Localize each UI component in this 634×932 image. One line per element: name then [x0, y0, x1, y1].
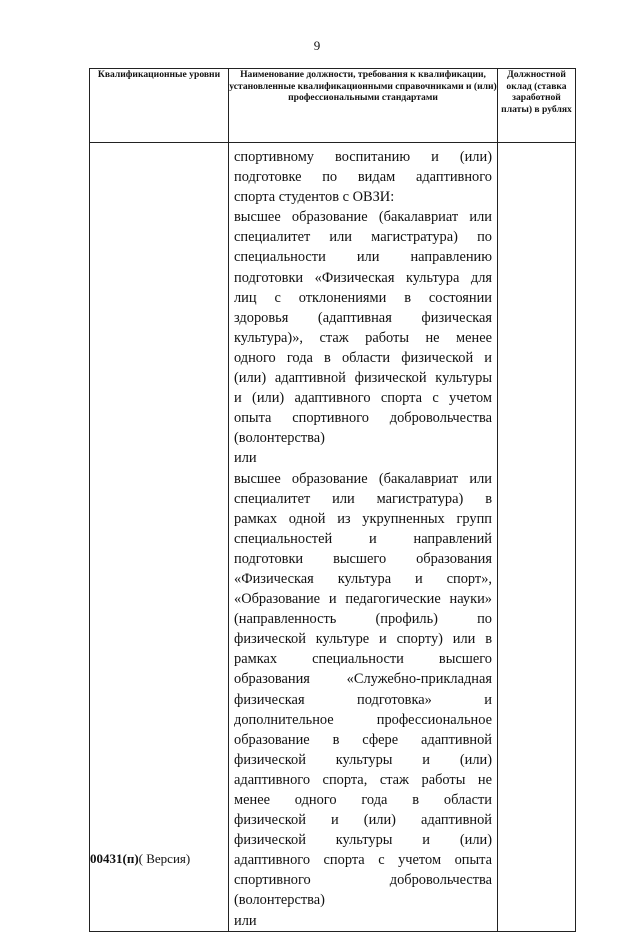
requirement-line: специальностей и направлений — [234, 530, 492, 547]
requirement-line: физической и (или) адаптивной — [234, 812, 492, 829]
requirement-line: специалитет или магистратура) в — [234, 490, 492, 507]
requirement-line: физической культуры и (или) — [234, 832, 492, 849]
requirement-line: образования «Служебно-прикладная — [234, 671, 492, 688]
requirement-line: подготовке по видам адаптивного — [234, 169, 492, 186]
header-salary: Должностной оклад (ставка заработной платы) в рублях — [498, 69, 576, 143]
requirement-line: спорта студентов с ОВЗИ: — [234, 189, 395, 206]
requirements-text — [229, 143, 497, 931]
requirement-line: адаптивного спорта с учетом опыта — [234, 852, 492, 869]
requirement-line: специалитет или магистратура) по — [234, 229, 492, 246]
requirement-line: «Физическая культура и спорт», — [234, 570, 492, 587]
requirement-line: высшее образование (бакалавриат или — [234, 209, 492, 226]
requirement-line: подготовки высшего образования — [234, 550, 492, 567]
requirement-line: или — [234, 912, 257, 929]
requirement-line: «Образование и педагогические науки» — [234, 591, 492, 608]
requirement-line: менее одного года в области — [234, 792, 492, 808]
requirement-line: или — [234, 450, 257, 467]
document-footer — [90, 851, 190, 867]
header-qualification-levels: Квалификационные уровни — [90, 69, 229, 143]
requirement-line: спортивному воспитанию и (или) — [234, 149, 492, 165]
header-position-requirements: Наименование должности, требования к квалификации, установленные квалификационными справочниками и (или) профессиональными стандартами — [229, 69, 498, 143]
requirement-line: и (или) адаптивного спорта с учетом — [234, 390, 492, 407]
requirement-line: (или) адаптивной физической культуры — [234, 370, 492, 387]
requirement-line: специальности или направлению — [234, 249, 492, 266]
requirement-line: (направленность (профиль) по — [234, 611, 492, 628]
page-number: 9 — [313, 38, 321, 53]
qualification-level-cell — [90, 143, 229, 932]
requirement-line: физической культуры и (или) — [234, 751, 492, 768]
requirement-line: подготовки «Физическая культура для — [234, 269, 492, 286]
requirement-line: опыта спортивного добровольчества — [234, 410, 492, 427]
requirement-line: одного года в области физической и — [234, 349, 492, 366]
requirement-line: (волонтерства) — [234, 892, 325, 909]
requirement-line: образование в сфере адаптивной — [234, 731, 492, 748]
requirement-line: здоровья (адаптивная физическая — [234, 309, 492, 326]
document-code: 00431(п) — [90, 851, 139, 866]
requirement-line: дополнительное профессиональное — [234, 711, 492, 728]
table-row — [90, 143, 576, 932]
requirement-line: рамках специальности высшего — [234, 651, 492, 668]
table-header-row — [90, 69, 576, 143]
requirements-cell — [229, 143, 498, 932]
requirement-line: физическая подготовка» и — [234, 691, 492, 708]
requirement-line: высшее образование (бакалавриат или — [234, 470, 492, 487]
salary-cell — [498, 143, 576, 932]
requirement-line: спортивного добровольчества — [234, 872, 492, 889]
requirement-line: физической культуре и спорту) или в — [234, 631, 492, 648]
requirement-line: адаптивного спорта, стаж работы не — [234, 771, 492, 788]
requirement-line: (волонтерства) — [234, 430, 325, 447]
requirement-line: рамках одной из укрупненных групп — [234, 510, 492, 527]
requirement-line: лиц с отклонениями в состоянии — [234, 289, 492, 306]
requirement-line: культура)», стаж работы не менее — [234, 329, 492, 346]
document-version: ( Версия) — [138, 851, 191, 866]
qualification-table — [89, 68, 576, 932]
